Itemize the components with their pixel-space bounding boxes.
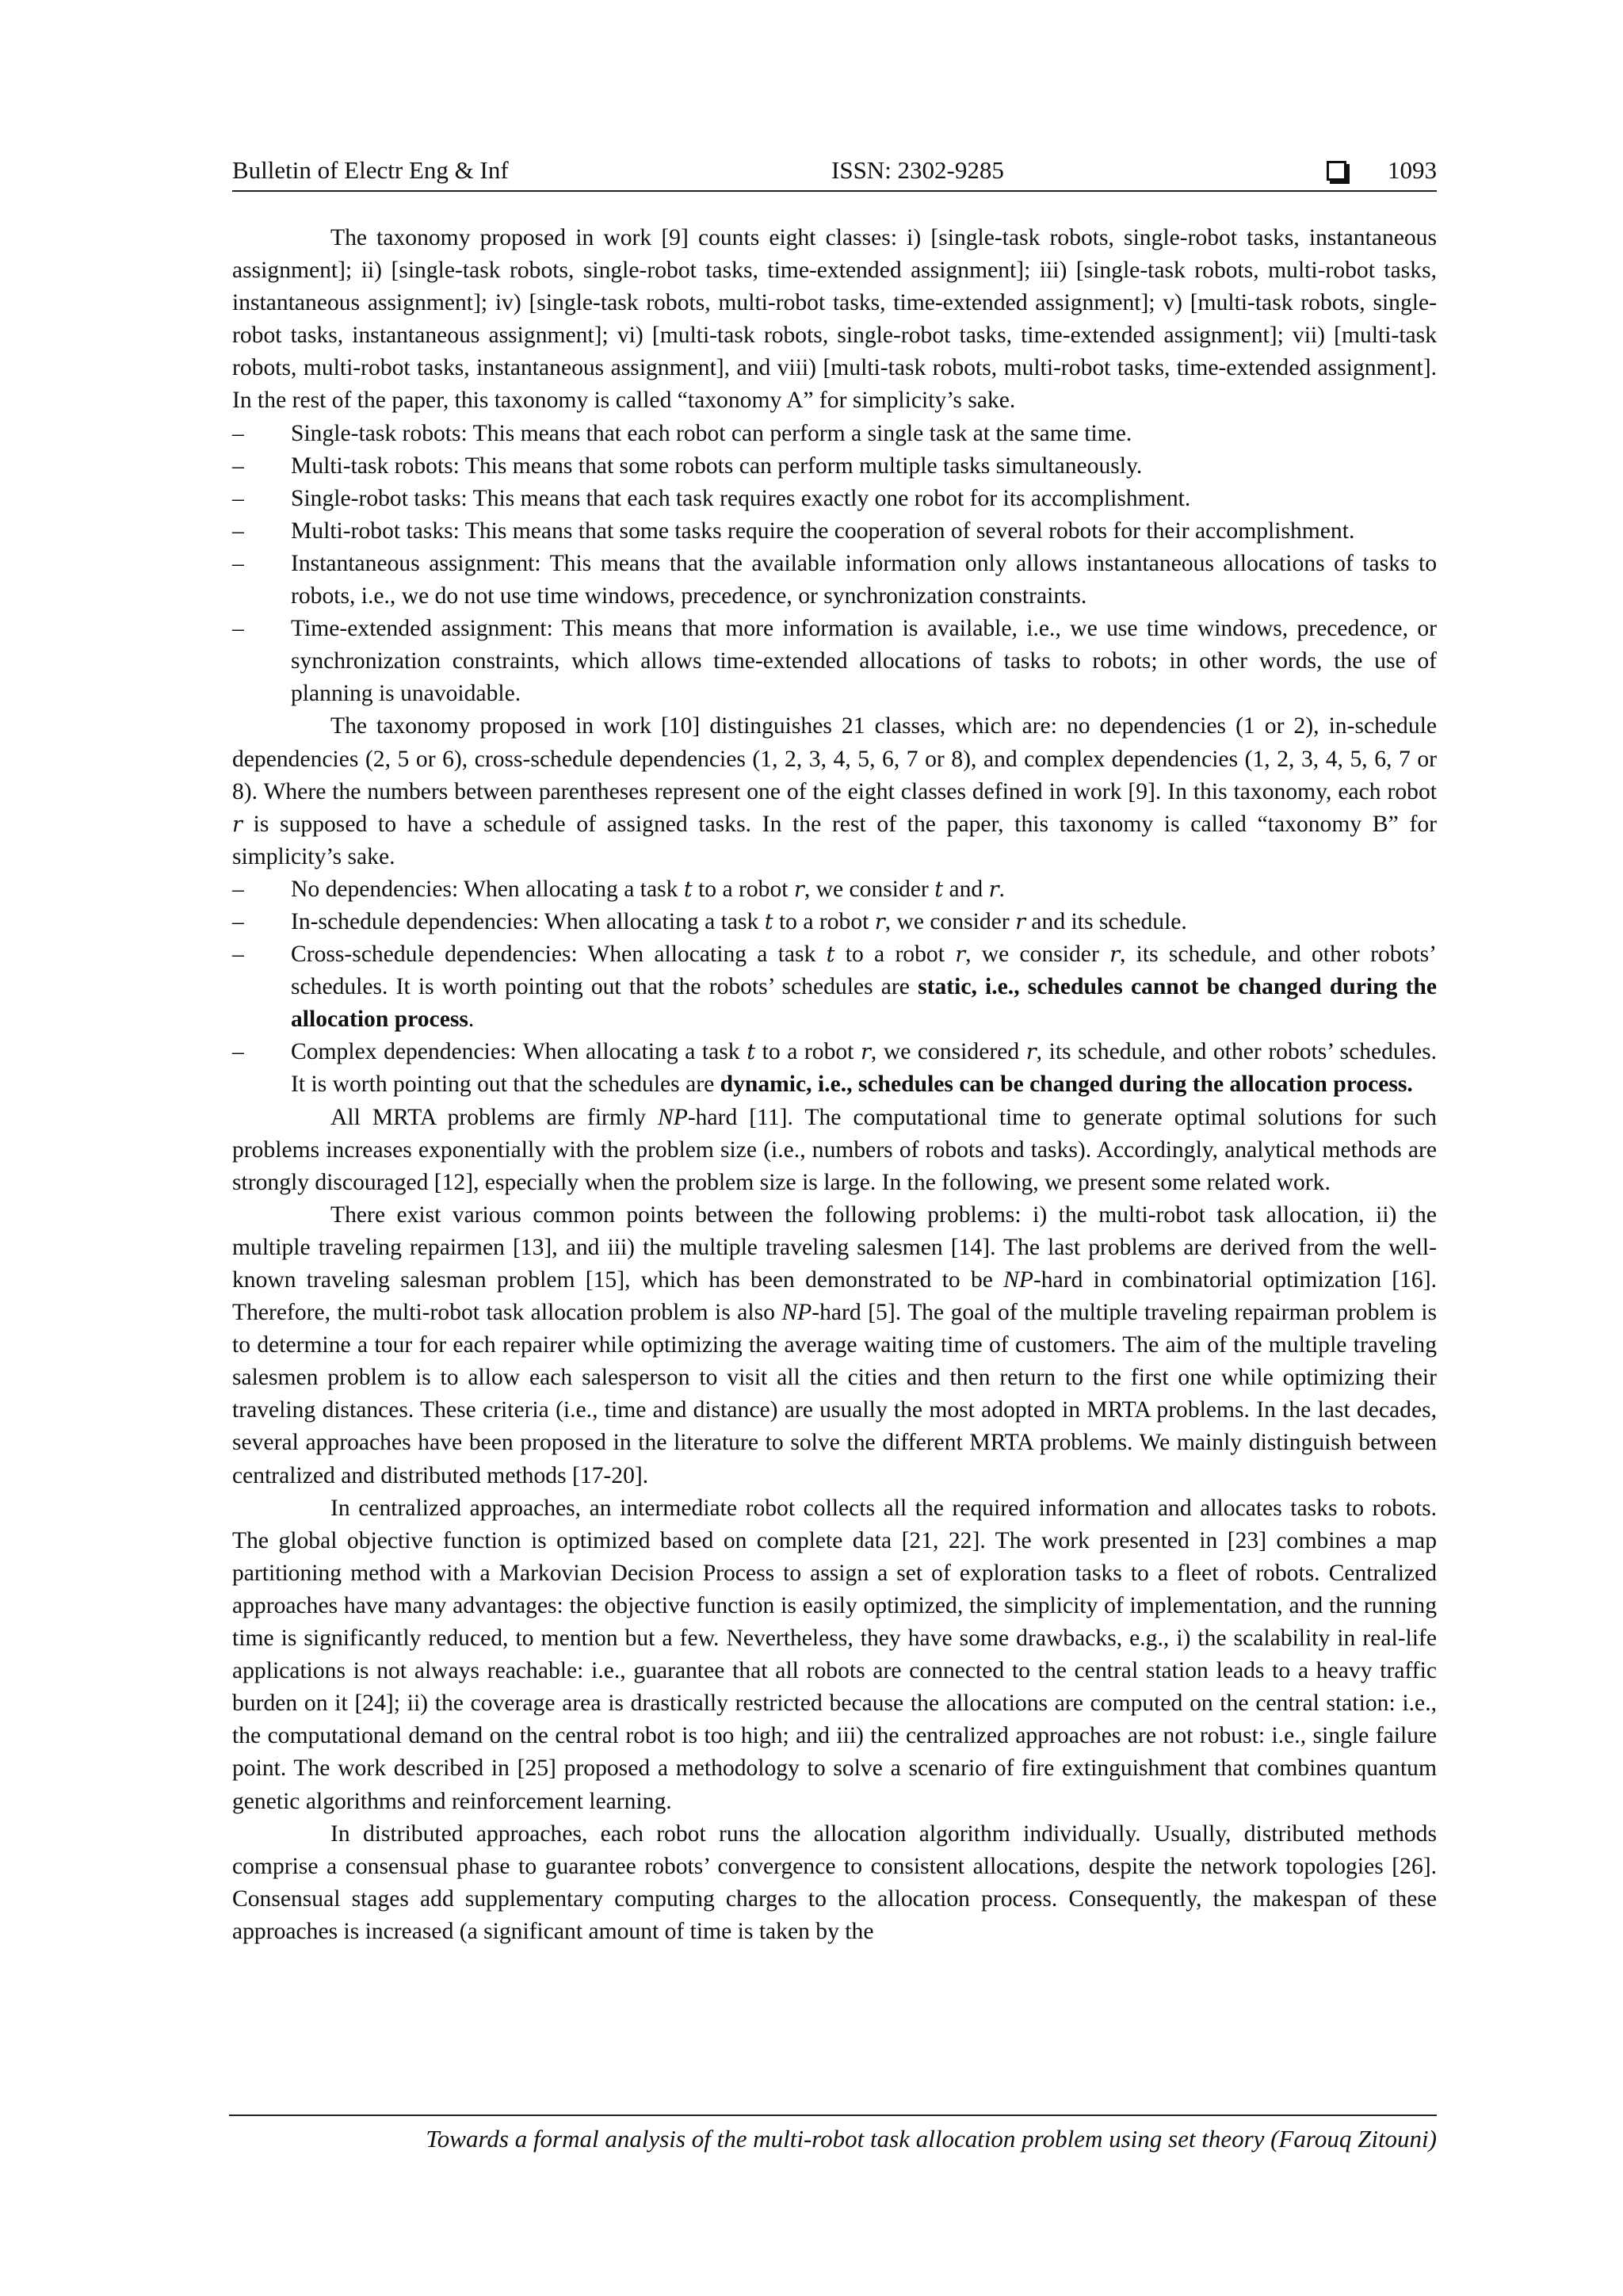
taxonomy-b-list <box>232 873 1437 1102</box>
bullet-dash: – <box>232 453 244 479</box>
taxonomy-a-list <box>232 418 1437 711</box>
paragraph-taxonomy-a: The taxonomy proposed in work [9] counts eight classes: i) [single-task robots, single-robot tasks, instantaneous assignment]; ii) [single-task robots, single-robot tasks, time-extended assignment]; iii) [single-task robots, multi-robot tasks, instantaneous assignment]; iv) [single-task robots, multi-robot tasks, time-extended assignment]; v) [multi-task robots, single-robot tasks, instantaneous assignment]; vi) [multi-task robots, single-robot tasks, time-extended assignment]; vii) [multi-task robots, multi-robot tasks, instantaneous assignment], and viii) [multi-task robots, multi-robot tasks, time-extended assignment]. In the rest of the paper, this taxonomy is called “taxonomy A” for simplicity’s sake. <box>232 225 1437 414</box>
list-item: – Complex dependencies: When allocating a task t to a robot r, we considered r, its schedule, and other robots’ schedules. It is worth pointing out that the schedules are dynamic, i.e., schedules can be changed during the allocation process. <box>232 1036 1437 1101</box>
list-item <box>232 418 1437 450</box>
paragraph-np-hard: All MRTA problems are firmly NP-hard [11]. The computational time to generate optimal solutions for such problems increases exponentially with the problem size (i.e., numbers of robots and tasks). Accordingly, analytical methods are strongly discouraged [12], especially when the problem size is large. In the following, we present some related work. <box>232 1104 1437 1195</box>
variable-t: t <box>747 1040 756 1065</box>
variable-t: t <box>826 942 835 968</box>
variable-r: r <box>874 909 885 934</box>
bullet-dash: – <box>232 942 244 968</box>
list-item-text: Multi-robot tasks: This means that some tasks require the cooperation of several robots for their accomplishment. <box>291 518 1355 544</box>
list-item-text: Single-task robots: This means that each robot can perform a single task at the same time. <box>291 420 1132 446</box>
list-item <box>232 450 1437 483</box>
page-number-group <box>1327 151 1437 190</box>
paragraph-taxonomy-b: The taxonomy proposed in work [10] distinguishes 21 classes, which are: no dependencies (1 or 2), in-schedule dependencies (2, 5 or 6), cross-schedule dependencies (1, 2, 3, 4, 5, 6, 7 or 8), and complex dependencies (1, 2, 3, 4, 5, 6, 7 or 8). Where the numbers between parentheses represent one of the eight classes defined in work [9]. In this taxonomy, each robot r is supposed to have a schedule of assigned tasks. In the rest of the paper, this taxonomy is called “taxonomy B” for simplicity’s sake. <box>232 713 1437 869</box>
running-title: Towards a formal analysis of the multi-robot task allocation problem using set theory (Farouq Zitouni) <box>426 2125 1437 2153</box>
list-item: – Cross-schedule dependencies: When allocating a task t to a robot r, we consider r, its schedule, and other robots’ schedules. It is worth pointing out that the robots’ schedules are static, i.e., schedules cannot be changed during the allocation process. <box>232 938 1437 1036</box>
bullet-dash: – <box>232 550 244 576</box>
list-item-text: Single-robot tasks: This means that each task requires exactly one robot for its accomplishment. <box>291 485 1191 511</box>
variable-r: r <box>793 877 804 902</box>
list-item <box>232 515 1437 548</box>
variable-r: r <box>1015 909 1025 934</box>
variable-t: t <box>764 909 773 934</box>
list-item-text: Multi-task robots: This means that some robots can perform multiple tasks simultaneously. <box>291 453 1143 479</box>
bullet-dash: – <box>232 876 244 902</box>
journal-name: Bulletin of Electr Eng & Inf <box>232 156 509 184</box>
square-box-icon <box>1327 161 1346 181</box>
body-text <box>232 222 1437 1948</box>
list-item <box>232 613 1437 710</box>
bullet-dash: – <box>232 616 244 642</box>
page-number: 1093 <box>1388 156 1437 184</box>
variable-r: r <box>860 1040 871 1065</box>
list-item-text: Time-extended assignment: This means that more information is available, i.e., we use time windows, precedence, or synchronization constraints, which allows time-extended allocations of tasks to robots; in other words, the use of planning is unavoidable. <box>291 616 1437 707</box>
page-footer <box>229 2115 1437 2156</box>
bold-emphasis: dynamic, i.e., schedules can be changed during the allocation process. <box>720 1072 1413 1098</box>
list-item <box>232 483 1437 515</box>
paragraph-centralized: In centralized approaches, an intermediate robot collects all the required information and allocates tasks to robots. The global objective function is optimized based on complete data [21, 22]. The work presented in [23] combines a map partitioning method with a Markovian Decision Process to assign a set of exploration tasks to a fleet of robots. Centralized approaches have many advantages: the objective function is easily optimized, the simplicity of implementation, and the running time is significantly reduced, to mention but a few. Nevertheless, they have some drawbacks, e.g., i) the scalability in real-life applications is not always reachable: i.e., guarantee that all robots are connected to the central station leads to a heavy traffic burden on it [24]; ii) the coverage area is drastically restricted because the allocations are computed on the central station: i.e., the computational demand on the central robot is too high; and iii) the centralized approaches are not robust: i.e., single failure point. The work described in [25] proposed a methodology to solve a scenario of fire extinguishment that combines quantum genetic algorithms and reinforcement learning. <box>232 1495 1437 1814</box>
issn: ISSN: 2302-9285 <box>831 156 1004 184</box>
bullet-dash: – <box>232 1039 244 1065</box>
bullet-dash: – <box>232 485 244 511</box>
bullet-dash: – <box>232 908 244 934</box>
variable-r: r <box>988 877 999 902</box>
list-item-text: Instantaneous assignment: This means that the available information only allows instantaneous allocations of tasks to robots, i.e., we do not use time windows, precedence, or synchronization constraints. <box>291 550 1437 609</box>
list-item <box>232 548 1437 613</box>
variable-r: r <box>1109 942 1120 968</box>
bullet-dash: – <box>232 420 244 446</box>
variable-r: r <box>1025 1040 1037 1065</box>
variable-r: r <box>955 942 966 968</box>
bullet-dash: – <box>232 518 244 544</box>
list-item: – In-schedule dependencies: When allocating a task t to a robot r, we consider r and its schedule. <box>232 906 1437 938</box>
list-item: – No dependencies: When allocating a task t to a robot r, we consider t and r. <box>232 873 1437 906</box>
variable-t: t <box>683 877 693 902</box>
bold-emphasis: static, i.e., schedules cannot be changed during the allocation process <box>291 974 1437 1033</box>
paragraph-distributed: In distributed approaches, each robot runs the allocation algorithm individually. Usually, distributed methods comprise a consensual phase to guarantee robots’ convergence to consistent allocations, despite the network topologies [26]. Consensual stages add supplementary computing charges to the allocation process. Consequently, the makespan of these approaches is increased (a significant amount of time is taken by the <box>232 1820 1437 1944</box>
variable-r: r <box>232 812 242 837</box>
variable-t: t <box>934 877 944 902</box>
page-header <box>232 151 1437 192</box>
paragraph-related-problems: There exist various common points between the following problems: i) the multi-robot task allocation, ii) the multiple traveling repairmen [13], and iii) the multiple traveling salesmen [14]. The last problems are derived from the well-known traveling salesman problem [15], which has been demonstrated to be NP-hard in combinatorial optimization [16]. Therefore, the multi-robot task allocation problem is also NP-hard [5]. The goal of the multiple traveling repairman problem is to determine a tour for each repairer while optimizing the average waiting time of customers. The aim of the multiple traveling salesmen problem is to allow each salesperson to visit all the cities and then return to the first one while optimizing their traveling distances. These criteria (i.e., time and distance) are usually the most adopted in MRTA problems. In the last decades, several approaches have been proposed in the literature to solve the different MRTA problems. We mainly distinguish between centralized and distributed methods [17-20]. <box>232 1201 1437 1488</box>
